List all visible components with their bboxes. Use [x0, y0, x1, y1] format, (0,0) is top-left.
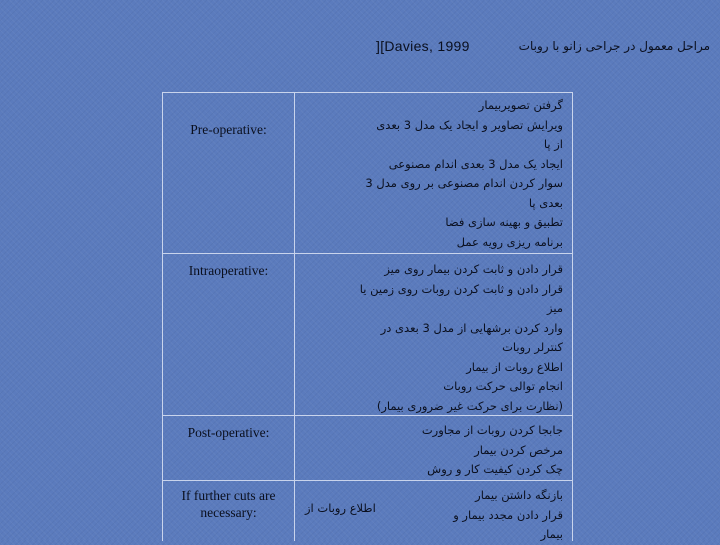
description-line: بازنگه داشتن بیمار	[475, 488, 563, 502]
slide-title-persian: مراحل معمول در جراحی زانو با روبات	[518, 39, 710, 53]
description-line: اطلاع روبات از بیمار	[466, 359, 563, 374]
procedure-table	[162, 92, 573, 541]
phase-label: Post-operative:	[187, 425, 270, 440]
description-line: چک کردن کیفیت کار و روش	[427, 462, 563, 476]
description-line: (نظارت برای حرکت غیر ضروری بیمار)	[376, 398, 563, 413]
phase-label: Intraoperative:	[188, 263, 269, 278]
phase-description	[301, 260, 563, 416]
slide-title	[372, 38, 712, 60]
description-line: کنترلر روبات	[502, 340, 563, 354]
description-line: قرار دادن و ثابت کردن روبات روی زمین یا	[359, 281, 563, 296]
table-row-further-cuts	[163, 480, 572, 542]
description-line: گرفتن تصویربیمار	[478, 98, 563, 112]
description-line: جابجا کردن روبات از مجاورت	[421, 423, 563, 437]
description-line: بعدی پا	[528, 195, 563, 210]
description-line: مرخص کردن بیمار	[474, 442, 563, 457]
slide-title-citation: ][Davies, 1999	[376, 38, 470, 54]
description-line: میز	[547, 301, 563, 315]
phase-label: If further cuts are necessary:	[181, 488, 276, 520]
table-row-preoperative	[163, 93, 572, 253]
description-line: قرار دادن و ثابت کردن بیمار روی میز	[384, 262, 563, 276]
phase-description	[301, 421, 563, 480]
description-line: از پا	[543, 137, 563, 151]
description-line: انجام توالی حرکت روبات	[443, 379, 563, 393]
phase-description	[301, 96, 563, 252]
description-fragment: اطلاع روبات از	[305, 501, 376, 515]
description-line: قرار دادن مجدد بیمار و	[453, 507, 563, 522]
phase-description	[301, 486, 563, 545]
description-line: سوار کردن اندام مصنوعی بر روی مدل 3	[365, 176, 563, 190]
description-line: تطبیق و بهینه سازی فضا	[445, 215, 563, 229]
table-row-postoperative	[163, 415, 572, 481]
description-line: بیمار	[540, 527, 563, 541]
description-line: ویرایش تصاویر و ایجاد یک مدل 3 بعدی	[376, 117, 563, 132]
table-row-intraoperative	[163, 253, 572, 416]
description-line: برنامه ریزی رویه عمل	[456, 234, 563, 249]
description-line: ایجاد یک مدل 3 بعدی اندام مصنوعی	[388, 156, 563, 171]
phase-label: Pre-operative:	[190, 122, 267, 137]
description-line: وارد کردن برشهایی از مدل 3 بعدی در	[380, 320, 563, 335]
